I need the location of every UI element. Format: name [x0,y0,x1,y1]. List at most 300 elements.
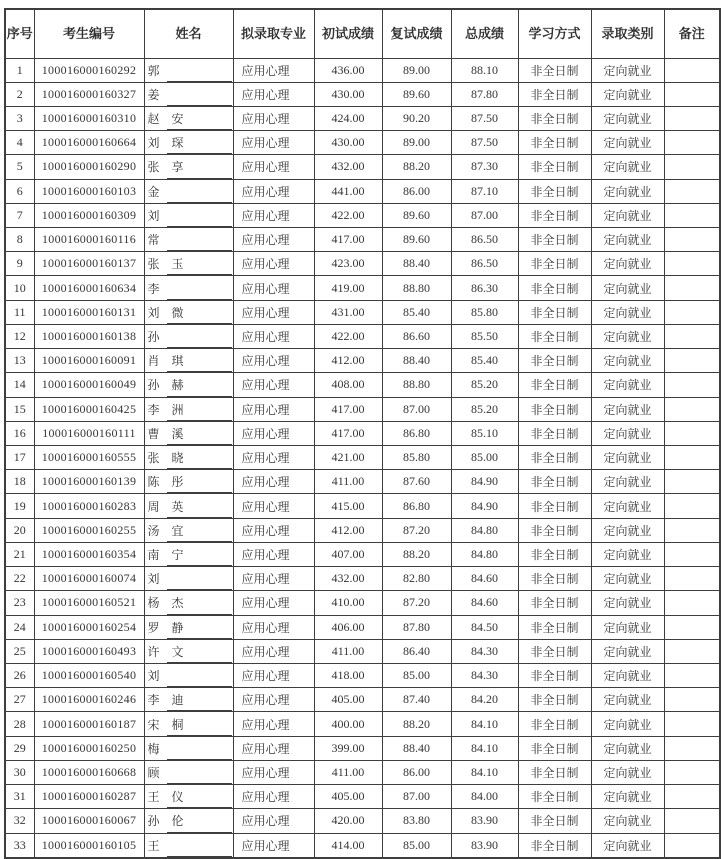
total-score-cell: 84.10 [451,760,518,784]
initial-score-cell: 410.00 [314,591,382,615]
table-row [5,58,720,82]
admission-category-cell: 定向就业 [591,639,664,663]
proposed-major-cell: 应用心理 [233,252,314,276]
remark-cell [664,494,720,518]
initial-score-cell: 430.00 [314,131,382,155]
retest-score-cell: 90.20 [382,106,451,130]
total-score-cell: 85.00 [451,446,518,470]
proposed-major-cell: 应用心理 [233,373,314,397]
total-score-cell: 85.80 [451,300,518,324]
header-serial-number: 序号 [5,9,34,58]
name-cell: 金 [144,179,233,203]
remark-cell [664,131,720,155]
study-mode-cell: 非全日制 [518,470,591,494]
candidate-id-cell: 100016000160292 [34,58,144,82]
proposed-major-cell: 应用心理 [233,760,314,784]
table-row [5,203,720,227]
admission-category-cell: 定向就业 [591,203,664,227]
study-mode-cell: 非全日制 [518,324,591,348]
proposed-major-cell: 应用心理 [233,591,314,615]
name-cell: 郭 [144,58,233,82]
table-row [5,833,720,858]
retest-score-cell: 88.40 [382,252,451,276]
table-row [5,760,720,784]
study-mode-cell: 非全日制 [518,349,591,373]
proposed-major-cell: 应用心理 [233,82,314,106]
initial-score-cell: 400.00 [314,712,382,736]
serial-number-cell: 5 [5,155,34,179]
name-cell: 王 [144,833,233,858]
candidate-id-cell: 100016000160425 [34,397,144,421]
remark-cell [664,203,720,227]
initial-score-cell: 411.00 [314,639,382,663]
total-score-cell: 87.30 [451,155,518,179]
candidate-id-cell: 100016000160116 [34,228,144,252]
study-mode-cell: 非全日制 [518,421,591,445]
remark-cell [664,228,720,252]
serial-number-cell: 17 [5,446,34,470]
serial-number-cell: 25 [5,639,34,663]
header-total-score: 总成绩 [451,9,518,58]
admission-category-cell: 定向就业 [591,155,664,179]
admission-category-cell: 定向就业 [591,373,664,397]
admission-category-cell: 定向就业 [591,712,664,736]
study-mode-cell: 非全日制 [518,567,591,591]
candidate-id-cell: 100016000160283 [34,494,144,518]
study-mode-cell: 非全日制 [518,252,591,276]
name-cell: 刘 [144,567,233,591]
admission-category-cell: 定向就业 [591,518,664,542]
study-mode-cell: 非全日制 [518,663,591,687]
serial-number-cell: 15 [5,397,34,421]
table-row [5,518,720,542]
study-mode-cell: 非全日制 [518,228,591,252]
serial-number-cell: 23 [5,591,34,615]
proposed-major-cell: 应用心理 [233,131,314,155]
candidate-id-cell: 100016000160139 [34,470,144,494]
admission-category-cell: 定向就业 [591,736,664,760]
remark-cell [664,470,720,494]
serial-number-cell: 20 [5,518,34,542]
remark-cell [664,567,720,591]
name-cell: 肖 琪 [144,349,233,373]
candidate-id-cell: 100016000160521 [34,591,144,615]
header-admission-category: 录取类别 [591,9,664,58]
table-row [5,131,720,155]
serial-number-cell: 13 [5,349,34,373]
candidate-id-cell: 100016000160074 [34,567,144,591]
initial-score-cell: 399.00 [314,736,382,760]
serial-number-cell: 33 [5,833,34,858]
total-score-cell: 84.60 [451,591,518,615]
admission-category-cell: 定向就业 [591,106,664,130]
name-cell: 孙 赫 [144,373,233,397]
candidate-id-cell: 100016000160668 [34,760,144,784]
header-proposed-major: 拟录取专业 [233,9,314,58]
admission-category-cell: 定向就业 [591,470,664,494]
initial-score-cell: 412.00 [314,518,382,542]
table-row [5,446,720,470]
study-mode-cell: 非全日制 [518,276,591,300]
remark-cell [664,179,720,203]
study-mode-cell: 非全日制 [518,785,591,809]
candidate-id-cell: 100016000160309 [34,203,144,227]
remark-cell [664,639,720,663]
proposed-major-cell: 应用心理 [233,446,314,470]
retest-score-cell: 87.40 [382,688,451,712]
initial-score-cell: 417.00 [314,421,382,445]
table-row [5,276,720,300]
table-row [5,591,720,615]
table-row [5,106,720,130]
serial-number-cell: 8 [5,228,34,252]
study-mode-cell: 非全日制 [518,179,591,203]
proposed-major-cell: 应用心理 [233,542,314,566]
table-row [5,373,720,397]
serial-number-cell: 32 [5,809,34,833]
table-row [5,688,720,712]
proposed-major-cell: 应用心理 [233,736,314,760]
header-candidate-id: 考生编号 [34,9,144,58]
remark-cell [664,300,720,324]
candidate-id-cell: 100016000160246 [34,688,144,712]
remark-cell [664,760,720,784]
header-name: 姓名 [144,9,233,58]
name-cell: 孙 伦 [144,809,233,833]
study-mode-cell: 非全日制 [518,688,591,712]
remark-cell [664,421,720,445]
admission-category-cell: 定向就业 [591,833,664,858]
total-score-cell: 85.40 [451,349,518,373]
study-mode-cell: 非全日制 [518,397,591,421]
total-score-cell: 86.50 [451,228,518,252]
name-cell: 赵 安 [144,106,233,130]
admission-category-cell: 定向就业 [591,324,664,348]
header-study-mode: 学习方式 [518,9,591,58]
initial-score-cell: 406.00 [314,615,382,639]
retest-score-cell: 86.80 [382,494,451,518]
serial-number-cell: 27 [5,688,34,712]
admission-category-cell: 定向就业 [591,809,664,833]
initial-score-cell: 419.00 [314,276,382,300]
total-score-cell: 88.10 [451,58,518,82]
retest-score-cell: 89.60 [382,82,451,106]
serial-number-cell: 18 [5,470,34,494]
total-score-cell: 84.00 [451,785,518,809]
initial-score-cell: 411.00 [314,760,382,784]
serial-number-cell: 19 [5,494,34,518]
candidate-id-cell: 100016000160290 [34,155,144,179]
admission-category-cell: 定向就业 [591,567,664,591]
name-cell: 罗 静 [144,615,233,639]
proposed-major-cell: 应用心理 [233,179,314,203]
total-score-cell: 87.00 [451,203,518,227]
remark-cell [664,591,720,615]
retest-score-cell: 87.20 [382,591,451,615]
initial-score-cell: 431.00 [314,300,382,324]
study-mode-cell: 非全日制 [518,131,591,155]
remark-cell [664,324,720,348]
total-score-cell: 83.90 [451,833,518,858]
candidate-id-cell: 100016000160103 [34,179,144,203]
serial-number-cell: 3 [5,106,34,130]
remark-cell [664,809,720,833]
study-mode-cell: 非全日制 [518,446,591,470]
proposed-major-cell: 应用心理 [233,324,314,348]
total-score-cell: 84.10 [451,736,518,760]
admission-category-cell: 定向就业 [591,228,664,252]
study-mode-cell: 非全日制 [518,809,591,833]
name-cell: 汤 宜 [144,518,233,542]
study-mode-cell: 非全日制 [518,615,591,639]
initial-score-cell: 407.00 [314,542,382,566]
admission-category-cell: 定向就业 [591,615,664,639]
retest-score-cell: 88.20 [382,712,451,736]
study-mode-cell: 非全日制 [518,106,591,130]
retest-score-cell: 88.80 [382,276,451,300]
admission-category-cell: 定向就业 [591,760,664,784]
admission-category-cell: 定向就业 [591,397,664,421]
serial-number-cell: 7 [5,203,34,227]
remark-cell [664,688,720,712]
initial-score-cell: 411.00 [314,470,382,494]
retest-score-cell: 86.40 [382,639,451,663]
table-row [5,615,720,639]
candidate-id-cell: 100016000160327 [34,82,144,106]
name-cell: 张 享 [144,155,233,179]
retest-score-cell: 88.40 [382,736,451,760]
serial-number-cell: 22 [5,567,34,591]
serial-number-cell: 14 [5,373,34,397]
name-cell: 顾 [144,760,233,784]
remark-cell [664,276,720,300]
study-mode-cell: 非全日制 [518,591,591,615]
total-score-cell: 84.90 [451,494,518,518]
table-row [5,663,720,687]
total-score-cell: 86.30 [451,276,518,300]
candidate-id-cell: 100016000160664 [34,131,144,155]
admission-category-cell: 定向就业 [591,82,664,106]
serial-number-cell: 16 [5,421,34,445]
proposed-major-cell: 应用心理 [233,106,314,130]
proposed-major-cell: 应用心理 [233,663,314,687]
table-row [5,349,720,373]
study-mode-cell: 非全日制 [518,58,591,82]
study-mode-cell: 非全日制 [518,155,591,179]
retest-score-cell: 89.00 [382,58,451,82]
proposed-major-cell: 应用心理 [233,688,314,712]
proposed-major-cell: 应用心理 [233,615,314,639]
table-row [5,736,720,760]
candidate-id-cell: 100016000160131 [34,300,144,324]
remark-cell [664,736,720,760]
proposed-major-cell: 应用心理 [233,397,314,421]
retest-score-cell: 86.80 [382,421,451,445]
serial-number-cell: 21 [5,542,34,566]
admission-category-cell: 定向就业 [591,349,664,373]
proposed-major-cell: 应用心理 [233,785,314,809]
candidate-id-cell: 100016000160105 [34,833,144,858]
admission-category-cell: 定向就业 [591,179,664,203]
study-mode-cell: 非全日制 [518,82,591,106]
retest-score-cell: 85.00 [382,833,451,858]
remark-cell [664,446,720,470]
admission-category-cell: 定向就业 [591,276,664,300]
retest-score-cell: 86.00 [382,760,451,784]
remark-cell [664,155,720,179]
table-row [5,494,720,518]
header-initial-score: 初试成绩 [314,9,382,58]
name-cell: 张 晓 [144,446,233,470]
serial-number-cell: 29 [5,736,34,760]
serial-number-cell: 4 [5,131,34,155]
table-row [5,155,720,179]
candidate-id-cell: 100016000160287 [34,785,144,809]
initial-score-cell: 405.00 [314,785,382,809]
remark-cell [664,615,720,639]
table-row [5,228,720,252]
table-row [5,712,720,736]
retest-score-cell: 85.00 [382,663,451,687]
serial-number-cell: 30 [5,760,34,784]
proposed-major-cell: 应用心理 [233,809,314,833]
initial-score-cell: 422.00 [314,324,382,348]
initial-score-cell: 408.00 [314,373,382,397]
remark-cell [664,397,720,421]
name-cell: 王 仪 [144,785,233,809]
total-score-cell: 84.80 [451,518,518,542]
total-score-cell: 84.30 [451,663,518,687]
total-score-cell: 85.50 [451,324,518,348]
retest-score-cell: 86.60 [382,324,451,348]
initial-score-cell: 441.00 [314,179,382,203]
candidate-id-cell: 100016000160310 [34,106,144,130]
serial-number-cell: 9 [5,252,34,276]
study-mode-cell: 非全日制 [518,760,591,784]
serial-number-cell: 1 [5,58,34,82]
initial-score-cell: 417.00 [314,397,382,421]
remark-cell [664,252,720,276]
name-cell: 陈 彤 [144,470,233,494]
candidate-id-cell: 100016000160634 [34,276,144,300]
proposed-major-cell: 应用心理 [233,421,314,445]
candidate-id-cell: 100016000160187 [34,712,144,736]
study-mode-cell: 非全日制 [518,518,591,542]
name-cell: 李 迪 [144,688,233,712]
proposed-major-cell: 应用心理 [233,203,314,227]
candidate-id-cell: 100016000160091 [34,349,144,373]
header-row [5,9,720,58]
table-row [5,324,720,348]
table-row [5,470,720,494]
serial-number-cell: 11 [5,300,34,324]
proposed-major-cell: 应用心理 [233,494,314,518]
total-score-cell: 84.90 [451,470,518,494]
remark-cell [664,785,720,809]
serial-number-cell: 26 [5,663,34,687]
total-score-cell: 83.90 [451,809,518,833]
serial-number-cell: 10 [5,276,34,300]
initial-score-cell: 424.00 [314,106,382,130]
retest-score-cell: 87.80 [382,615,451,639]
table-row [5,300,720,324]
table-row [5,421,720,445]
candidate-id-cell: 100016000160354 [34,542,144,566]
admission-category-cell: 定向就业 [591,542,664,566]
study-mode-cell: 非全日制 [518,542,591,566]
admission-category-cell: 定向就业 [591,785,664,809]
study-mode-cell: 非全日制 [518,833,591,858]
initial-score-cell: 432.00 [314,155,382,179]
candidate-id-cell: 100016000160049 [34,373,144,397]
name-cell: 李 洲 [144,397,233,421]
candidate-id-cell: 100016000160137 [34,252,144,276]
serial-number-cell: 2 [5,82,34,106]
total-score-cell: 84.60 [451,567,518,591]
candidate-id-cell: 100016000160138 [34,324,144,348]
remark-cell [664,106,720,130]
initial-score-cell: 418.00 [314,663,382,687]
total-score-cell: 87.10 [451,179,518,203]
retest-score-cell: 87.60 [382,470,451,494]
study-mode-cell: 非全日制 [518,639,591,663]
name-cell: 南 宁 [144,542,233,566]
total-score-cell: 85.20 [451,373,518,397]
serial-number-cell: 28 [5,712,34,736]
proposed-major-cell: 应用心理 [233,300,314,324]
study-mode-cell: 非全日制 [518,712,591,736]
retest-score-cell: 86.00 [382,179,451,203]
candidate-id-cell: 100016000160111 [34,421,144,445]
header-remark: 备注 [664,9,720,58]
admission-list-table [4,8,721,859]
total-score-cell: 84.50 [451,615,518,639]
table-body [5,58,720,858]
table-row [5,397,720,421]
total-score-cell: 84.80 [451,542,518,566]
remark-cell [664,712,720,736]
retest-score-cell: 88.40 [382,349,451,373]
proposed-major-cell: 应用心理 [233,518,314,542]
study-mode-cell: 非全日制 [518,494,591,518]
total-score-cell: 84.10 [451,712,518,736]
total-score-cell: 86.50 [451,252,518,276]
candidate-id-cell: 100016000160250 [34,736,144,760]
name-cell: 常 [144,228,233,252]
serial-number-cell: 24 [5,615,34,639]
admission-category-cell: 定向就业 [591,421,664,445]
initial-score-cell: 405.00 [314,688,382,712]
name-cell: 周 英 [144,494,233,518]
admission-category-cell: 定向就业 [591,58,664,82]
remark-cell [664,82,720,106]
retest-score-cell: 89.00 [382,131,451,155]
initial-score-cell: 432.00 [314,567,382,591]
proposed-major-cell: 应用心理 [233,639,314,663]
total-score-cell: 84.20 [451,688,518,712]
proposed-major-cell: 应用心理 [233,155,314,179]
name-cell: 宋 桐 [144,712,233,736]
initial-score-cell: 422.00 [314,203,382,227]
remark-cell [664,349,720,373]
candidate-id-cell: 100016000160555 [34,446,144,470]
admission-list-table-sheet [4,8,721,859]
admission-category-cell: 定向就业 [591,591,664,615]
initial-score-cell: 417.00 [314,228,382,252]
retest-score-cell: 87.00 [382,785,451,809]
total-score-cell: 85.20 [451,397,518,421]
candidate-id-cell: 100016000160254 [34,615,144,639]
